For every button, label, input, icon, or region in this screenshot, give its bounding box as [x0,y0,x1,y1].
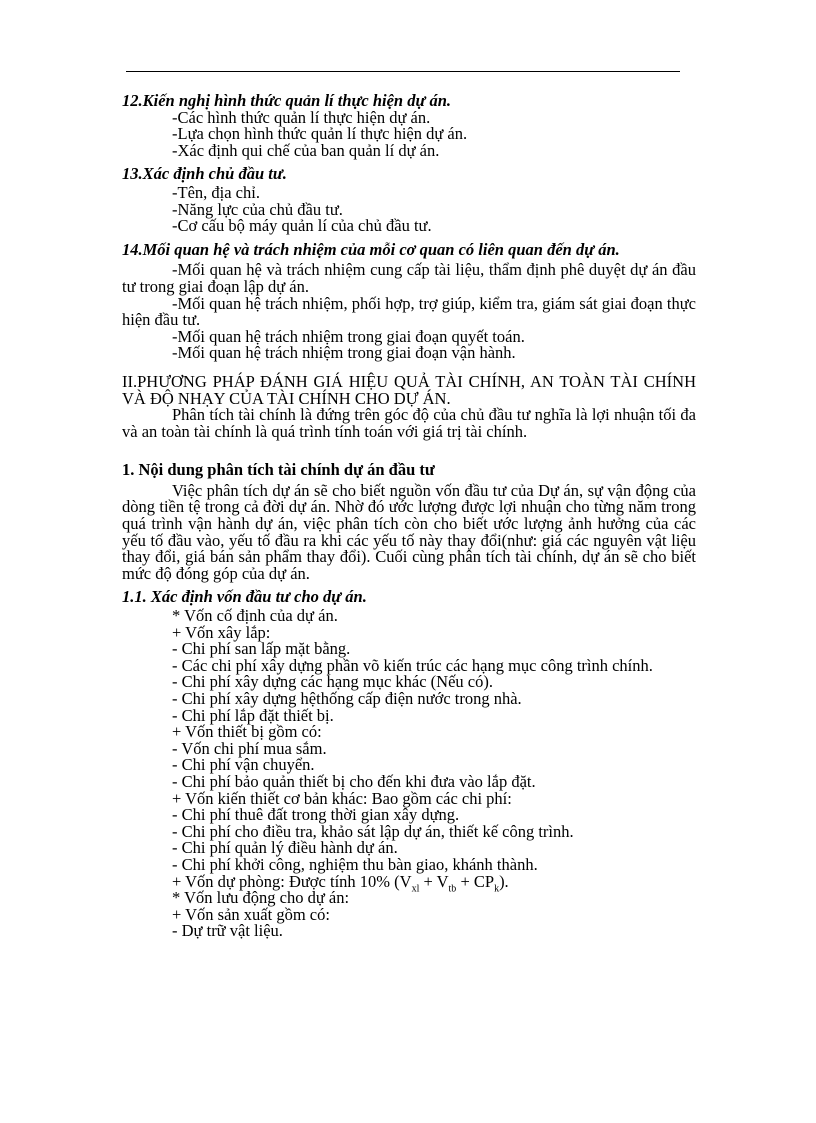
reserve-mid-2: + CP [456,871,495,891]
section-14-paragraph: -Mối quan hệ trách nhiệm, phối hợp, trợ giúp, kiểm tra, giám sát giai đoạn thực hiện đầu tư. [122,293,696,330]
section-12-item: -Các hình thức quản lí thực hiện dự án. [172,107,431,127]
reserve-prefix: + Vốn dự phòng: Được tính 10% (V [172,871,412,891]
section-13-item: -Tên, địa chỉ. [172,182,260,202]
list-item: - Chi phí xây dựng các hạng mục khác (Nếu có). [172,672,493,692]
list-item: - Chi phí lắp đặt thiết bị. [172,705,334,725]
section-1-heading: 1. Nội dung phân tích tài chính dự án đầu tư [122,460,435,480]
reserve-sub-tb: tb [448,882,457,894]
section-13-item: -Năng lực của chủ đầu tư. [172,199,343,219]
section-14-paragraph: -Mối quan hệ và trách nhiệm cung cấp tài liệu, thẩm định phê duyệt dự án đầu tư trong giai đoạn lập dự án. [122,260,696,296]
list-item: * Vốn cố định của dự án. [172,606,338,626]
reserve-suffix: ). [499,871,509,891]
list-item: - Vốn chi phí mua sắm. [172,738,327,758]
list-item: - Chi phí xây dựng hệthống cấp điện nước trong nhà. [172,689,522,708]
list-item: - Chi phí quản lý điều hành dự án. [172,838,398,858]
reserve-mid-1: + V [419,871,449,891]
list-item: - Chi phí khởi công, nghiệm thu bàn giao, khánh thành. [172,854,538,874]
part-2-heading: II.PHƯƠNG PHÁP ĐÁNH GIÁ HIỆU QUẢ TÀI CHÍNH, AN TOÀN TÀI CHÍNH VÀ ĐỘ NHẠY CỦA TÀI CHÍNH CHO DỰ ÁN. [122,371,696,408]
list-item: + Vốn kiến thiết cơ bản khác: Bao gồm các chi phí: [172,788,512,808]
section-12-heading: 12.Kiến nghị hình thức quản lí thực hiện dự án. [122,91,452,110]
reserve-sub-xl: xl [411,882,420,894]
list-item: + Vốn sản xuất gồm có: [172,904,330,924]
list-item: - Chi phí cho điều tra, khảo sát lập dự án, thiết kế công trình. [172,821,574,841]
list-item: - Chi phí bảo quản thiết bị cho đến khi đưa vào lắp đặt. [172,771,536,791]
list-item: + Vốn thiết bị gồm có: [172,722,322,742]
list-item: - Chi phí vận chuyển. [172,755,315,775]
section-1-paragraph: Việc phân tích dự án sẽ cho biết nguồn vốn đầu tư của Dự án, sự vận động của dòng tiền tệ trong cả đời dự án. Nhờ đó ước lượng được lợi nhuận cho từng năm trong quá trình vận hành dự án, việc phân tích còn cho biết ước lượng ảnh hưởng của các yếu tố đầu vào, yếu tố đầu ra khi các yếu tố này thay đổi(như: giá các nguyên vật liệu thay đổi, giá bán sản phẩm thay đổi). Cuối cùng phân tích tài chính, dự án sẽ cho biết mức độ đóng góp của dự án. [122,480,696,583]
list-item: + Vốn xây lắp: [172,622,271,642]
section-12-item: -Xác định qui chế của ban quản lí dự án. [172,140,440,160]
section-14-heading: 14.Mối quan hệ và trách nhiệm của mỗi cơ quan có liên quan đến dự án. [122,239,620,259]
list-item: - Dự trữ vật liệu. [172,921,283,941]
section-14-item: -Mối quan hệ trách nhiệm trong giai đoạn quyết toán. [172,326,525,346]
section-14-item: -Mối quan hệ trách nhiệm trong giai đoạn vận hành. [172,343,516,363]
section-12-item: -Lựa chọn hình thức quản lí thực hiện dự án. [172,124,468,144]
list-item-long: - Các chi phí xây dựng phần võ kiến trúc các hạng mục công trình chính. [172,655,653,675]
part-2-intro: Phân tích tài chính là đứng trên góc độ của chủ đầu tư nghĩa là lợi nhuận tối đa và an toàn tài chính là quá trình tính toán với giá trị tài chính. [122,405,696,441]
list-item: - Chi phí thuê đất trong thời gian xây dựng. [172,805,460,825]
section-13-item: -Cơ cấu bộ máy quản lí của chủ đầu tư. [172,216,432,236]
header-rule [126,71,680,72]
list-item: * Vốn lưu động cho dự án: [172,888,350,908]
reserve-sub-k: k [494,882,500,894]
page-content [122,93,696,940]
section-1-1-heading: 1.1. Xác định vốn đầu tư cho dự án. [122,587,367,607]
list-item: - Chi phí san lấp mặt bằng. [172,639,351,659]
section-13-heading: 13.Xác định chủ đầu tư. [122,164,287,184]
